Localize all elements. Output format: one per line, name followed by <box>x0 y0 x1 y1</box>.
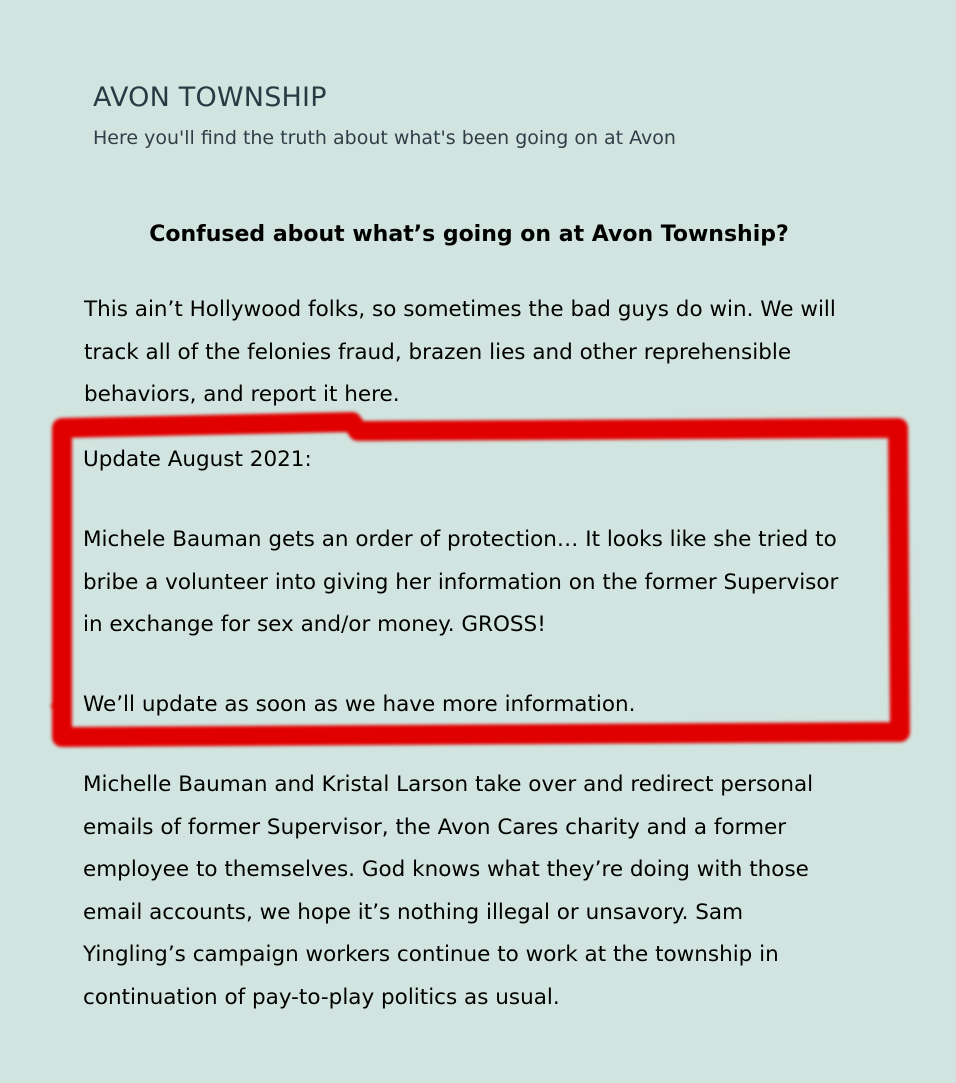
site-tagline: Here you'll find the truth about what's been going on at Avon <box>93 127 676 149</box>
post-heading: Confused about what’s going on at Avon Township? <box>149 222 789 247</box>
site-title[interactable]: AVON TOWNSHIP <box>93 82 327 113</box>
highlight-stroke-shadow <box>58 706 62 712</box>
story-paragraph: Michelle Bauman and Kristal Larson take over and redirect personal emails of former Supervisor, the Avon Cares charity and a former employee to themselves. God knows what they’re doing with those email accounts, we hope it’s nothing illegal or unsavory. Sam Yingling’s campaign workers continue to work at the township in continuation of pay-to-play politics as usual. <box>83 772 814 1010</box>
update-paragraph: Michele Bauman gets an order of protection… It looks like she tried to bribe a volunteer into giving her information on the former Supervisor in exchange for sex and/or money. GROSS! <box>83 527 839 637</box>
update-footer: We’ll update as soon as we have more information. <box>83 692 636 717</box>
update-date: Update August 2021: <box>83 447 312 472</box>
intro-paragraph: This ain’t Hollywood folks, so sometimes the bad guys do win. We will track all of the felonies fraud, brazen lies and other reprehensible behaviors, and report it here. <box>84 297 836 407</box>
